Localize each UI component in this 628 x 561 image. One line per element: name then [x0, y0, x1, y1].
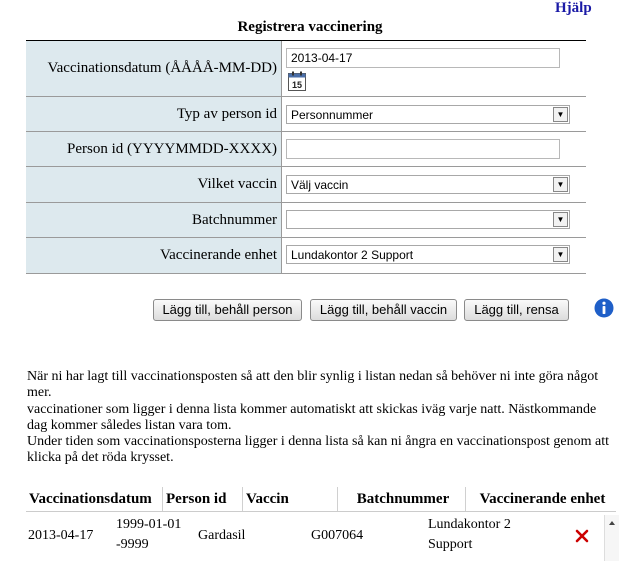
date-label: Vaccinationsdatum (ÅÅÅÅ-MM-DD)	[26, 41, 282, 96]
add-clear-button[interactable]: Lägg till, rensa	[464, 299, 569, 321]
batch-select[interactable]	[286, 210, 570, 229]
cell-person-id-line1: 1999-01-01	[116, 517, 182, 532]
chevron-down-icon: ▼	[553, 247, 568, 262]
cell-unit-line2: Support	[428, 537, 473, 552]
chevron-down-icon: ▼	[553, 212, 568, 227]
vaccine-value: Välj vaccin	[291, 178, 349, 192]
id-type-value: Personnummer	[291, 108, 374, 122]
column-header-date: Vaccinationsdatum	[26, 487, 163, 511]
chevron-down-icon: ▼	[553, 107, 568, 122]
id-type-select[interactable]	[286, 105, 570, 124]
table-scrollbar[interactable]	[604, 515, 619, 561]
table-header	[26, 487, 616, 512]
column-header-vaccine: Vaccin	[243, 487, 338, 511]
column-header-unit: Vaccinerande enhet	[479, 491, 606, 507]
date-input[interactable]: 2013-04-17	[286, 48, 560, 68]
cell-date: 2013-04-17	[28, 528, 94, 543]
vaccine-select[interactable]	[286, 175, 570, 194]
unit-select[interactable]	[286, 245, 570, 264]
info-text-3: Under tiden som vaccinationsposterna ligger i denna lista så kan ni ångra en vaccinationspost genom att klicka på det röda krysset.	[27, 434, 609, 465]
vaccine-row	[26, 167, 586, 203]
vaccine-label: Vilket vaccin	[26, 167, 282, 202]
cell-person-id-line2: -9999	[116, 537, 149, 552]
column-header-person-id: Person id	[163, 487, 243, 511]
cell-batch: G007064	[311, 528, 364, 543]
vaccination-form	[26, 41, 586, 274]
help-link[interactable]: Hjälp	[555, 0, 592, 16]
person-id-row	[26, 132, 586, 167]
delete-icon[interactable]	[574, 528, 590, 544]
person-id-input[interactable]	[286, 139, 560, 159]
id-type-label: Typ av person id	[26, 97, 282, 131]
calendar-icon[interactable]	[288, 71, 306, 91]
calendar-day: 15	[291, 80, 303, 90]
scroll-up-icon[interactable]	[605, 518, 619, 528]
page-title: Registrera vaccinering	[237, 19, 383, 35]
info-text-2: vaccinationer som ligger i denna lista kommer automatiskt att skickas iväg varje natt. Nästkommande dag kommer således listan vara tom.	[27, 402, 597, 433]
date-row	[26, 41, 586, 97]
id-type-row	[26, 97, 586, 132]
person-id-label: Person id (YYYYMMDD-XXXX)	[26, 132, 282, 166]
unit-row	[26, 238, 586, 274]
table-row	[26, 515, 616, 561]
add-keep-vaccine-button[interactable]: Lägg till, behåll vaccin	[310, 299, 457, 321]
column-header-batch: Batchnummer	[338, 487, 466, 511]
chevron-down-icon: ▼	[553, 177, 568, 192]
batch-label: Batchnummer	[26, 203, 282, 237]
cell-vaccine: Gardasil	[198, 528, 246, 543]
unit-label: Vaccinerande enhet	[26, 238, 282, 273]
info-icon[interactable]	[594, 298, 614, 318]
cell-unit-line1: Lundakontor 2	[428, 517, 511, 532]
unit-value: Lundakontor 2 Support	[291, 248, 414, 262]
batch-row	[26, 203, 586, 238]
add-keep-person-button[interactable]: Lägg till, behåll person	[153, 299, 302, 321]
info-text-1: När ni har lagt till vaccinationsposten så att den blir synlig i listan nedan så behöver ni inte göra något mer.	[27, 369, 599, 400]
